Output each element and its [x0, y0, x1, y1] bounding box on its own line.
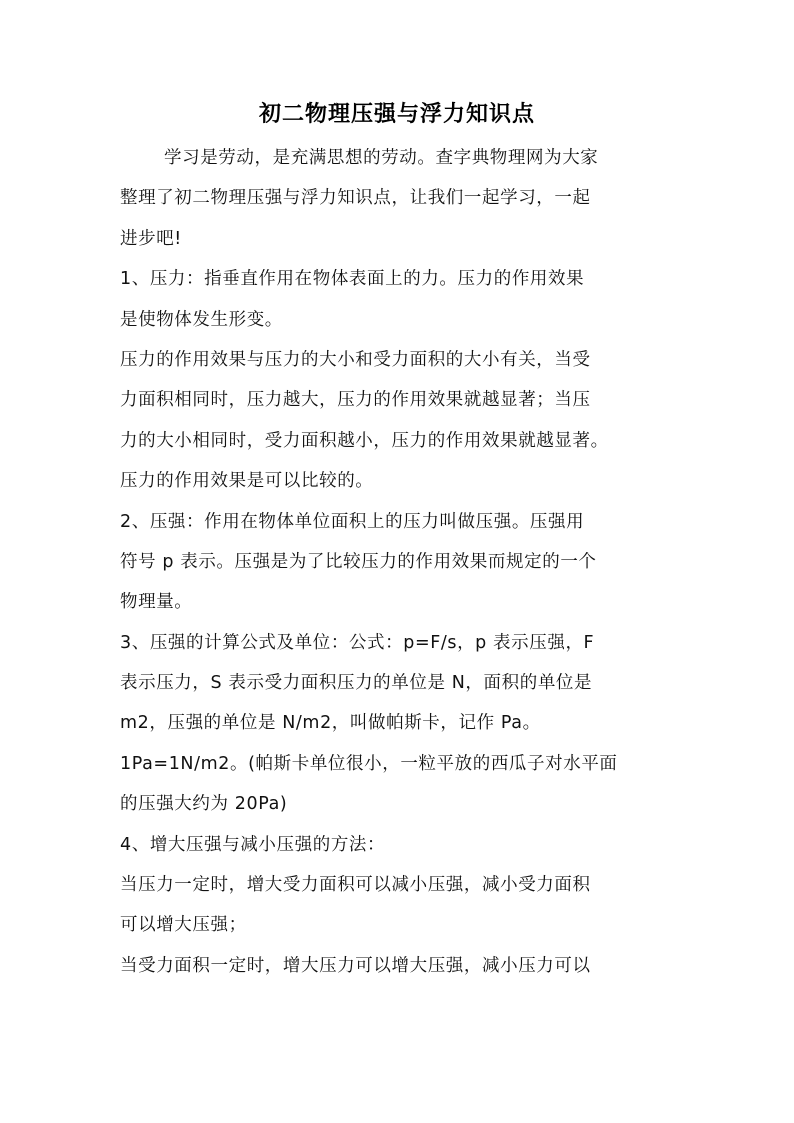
text-line: m2，压强的单位是 N/m2，叫做帕斯卡，记作 Pa。 — [120, 713, 541, 734]
text-line: 是使物体发生形变。 — [120, 309, 283, 330]
text-line: 物理量。 — [120, 592, 193, 613]
text-line: 力的大小相同时，受力面积越小，压力的作用效果就越显著。 — [120, 430, 609, 451]
document-body — [120, 138, 676, 986]
text-line: 整理了初二物理压强与浮力知识点，让我们一起学习，一起 — [120, 188, 591, 209]
text-line: 进步吧! — [120, 228, 182, 249]
text-line: 力面积相同时，压力越大，压力的作用效果就越显著；当压 — [120, 390, 591, 411]
text-line: 4、增大压强与减小压强的方法： — [120, 834, 386, 855]
text-line: 表示压力，S 表示受力面积压力的单位是 N，面积的单位是 — [120, 673, 593, 694]
text-line: 当压力一定时，增大受力面积可以减小压强，减小受力面积 — [120, 875, 591, 896]
text-line: 2、压强：作用在物体单位面积上的压力叫做压强。压强用 — [120, 511, 585, 532]
text-line: 3、压强的计算公式及单位：公式：p=F/s，p 表示压强，F — [120, 632, 595, 653]
text-line: 当受力面积一定时，增大压力可以增大压强，减小压力可以 — [120, 955, 591, 976]
text-line: 学习是劳动，是充满思想的劳动。查字典物理网为大家 — [164, 148, 599, 168]
text-line: 压力的作用效果与压力的大小和受力面积的大小有关，当受 — [120, 349, 591, 370]
text-line: 1、压力：指垂直作用在物体表面上的力。压力的作用效果 — [120, 269, 585, 290]
text-line: 压力的作用效果是可以比较的。 — [120, 471, 374, 492]
document-title: 初二物理压强与浮力知识点 — [258, 101, 535, 127]
text-line: 可以增大压强； — [120, 915, 247, 936]
text-line: 1Pa=1N/m2。(帕斯卡单位很小，一粒平放的西瓜子对水平面 — [120, 753, 618, 774]
text-line: 符号 p 表示。压强是为了比较压力的作用效果而规定的一个 — [120, 551, 597, 572]
text-line: 的压强大约为 20Pa) — [120, 794, 288, 815]
